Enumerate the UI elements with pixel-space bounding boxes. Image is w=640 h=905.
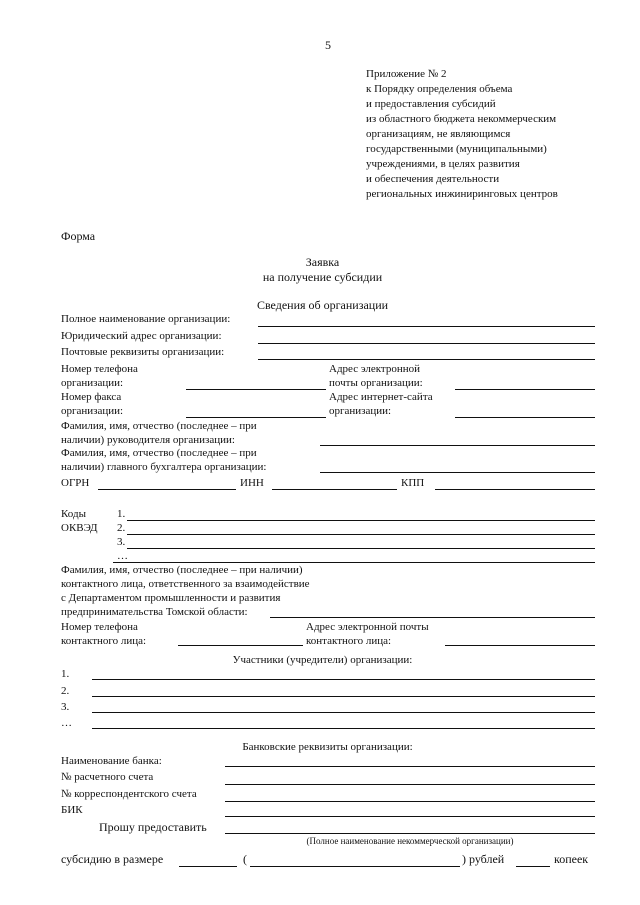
okved-item-number: 1. xyxy=(117,508,126,520)
kopeks-label: копеек xyxy=(554,852,589,866)
inn-label: ИНН xyxy=(240,477,264,489)
inn-field[interactable] xyxy=(272,489,397,490)
contact-name-label: Фамилия, имя, отчество (последнее – при наличии) xyxy=(61,564,303,576)
org-email-label: почты организации: xyxy=(329,377,423,389)
open-paren: ( xyxy=(243,852,247,866)
head-name-label: наличии) руководителя организации: xyxy=(61,434,235,446)
amount-words-field[interactable] xyxy=(250,866,460,867)
account-label: № расчетного счета xyxy=(61,771,154,783)
postal-label: Почтовые реквизиты организации: xyxy=(61,346,225,358)
okved-item-number: 2. xyxy=(117,522,126,534)
org-fax-label: Номер факса xyxy=(61,391,122,403)
participant-number: 1. xyxy=(61,668,70,680)
bik-label: БИК xyxy=(61,804,83,816)
corr-account-label: № корреспондентского счета xyxy=(61,788,197,800)
org-site-label: Адрес интернет-сайта xyxy=(329,391,433,403)
organization-name-field[interactable] xyxy=(225,833,595,834)
contact-email-label: Адрес электронной почты xyxy=(306,621,429,633)
head-name-field[interactable] xyxy=(320,445,595,446)
org-site-field[interactable] xyxy=(455,417,595,418)
contact-email-label: контактного лица: xyxy=(306,635,392,647)
accountant-name-label: наличии) главного бухгалтера организации: xyxy=(61,461,267,473)
form-label: Форма xyxy=(61,229,96,243)
bank-heading: Банковские реквизиты организации: xyxy=(242,741,413,753)
full-name-field[interactable] xyxy=(258,326,595,327)
full-name-label: Полное наименование организации: xyxy=(61,313,231,325)
contact-email-field[interactable] xyxy=(445,645,595,646)
bank-name-field[interactable] xyxy=(225,766,595,767)
corr-account-field[interactable] xyxy=(225,801,595,802)
postal-field[interactable] xyxy=(258,359,595,360)
appendix-line: учреждениями, в целях развития xyxy=(366,158,520,170)
participant-field[interactable] xyxy=(92,712,595,713)
org-email-field[interactable] xyxy=(455,389,595,390)
appendix-line: и обеспечения деятельности xyxy=(366,173,500,185)
contact-name-label: предпринимательства Томской области: xyxy=(61,606,248,618)
org-fax-label: организации: xyxy=(61,405,124,417)
appendix-line: государственными (муниципальными) xyxy=(366,143,547,155)
kpp-field[interactable] xyxy=(435,489,595,490)
org-site-label: организации: xyxy=(329,405,392,417)
bik-field[interactable] xyxy=(225,816,595,817)
request-text: Прошу предоставить xyxy=(99,820,207,834)
participant-number: 2. xyxy=(61,685,70,697)
appendix-line: из областного бюджета некоммерческим xyxy=(366,113,557,125)
document-title: Заявка xyxy=(305,255,340,269)
participants-heading: Участники (учредители) организации: xyxy=(232,654,413,666)
contact-phone-label: контактного лица: xyxy=(61,635,147,647)
appendix-line: Приложение № 2 xyxy=(366,68,447,80)
kpp-label: КПП xyxy=(401,477,425,489)
okved-field[interactable] xyxy=(127,548,595,549)
okved-item-number: 3. xyxy=(117,536,126,548)
appendix-line: региональных инжиниринговых центров xyxy=(366,188,558,200)
ogrn-field[interactable] xyxy=(98,489,236,490)
org-phone-label: организации: xyxy=(61,377,124,389)
contact-name-label: с Департаментом промышленности и развития xyxy=(61,592,281,604)
page-number: 5 xyxy=(325,38,331,52)
appendix-line: и предоставления субсидий xyxy=(366,98,496,110)
participant-number: 3. xyxy=(61,701,70,713)
account-field[interactable] xyxy=(225,784,595,785)
participant-field[interactable] xyxy=(92,679,595,680)
appendix-line: организациям, не являющимся xyxy=(366,128,511,140)
legal-address-field[interactable] xyxy=(258,343,595,344)
contact-name-label: контактного лица, ответственного за взаимодействие xyxy=(61,578,310,590)
bank-name-label: Наименование банка: xyxy=(61,755,162,767)
accountant-name-label: Фамилия, имя, отчество (последнее – при xyxy=(61,447,257,459)
org-phone-label: Номер телефона xyxy=(61,363,138,375)
organization-name-caption: (Полное наименование некоммерческой организации) xyxy=(306,836,514,846)
head-name-label: Фамилия, имя, отчество (последнее – при xyxy=(61,420,257,432)
participant-number: … xyxy=(61,717,72,729)
legal-address-label: Юридический адрес организации: xyxy=(61,330,222,342)
amount-label: субсидию в размере xyxy=(61,852,164,866)
amount-digits-field[interactable] xyxy=(179,866,237,867)
ogrn-label: ОГРН xyxy=(61,477,90,489)
org-section-heading: Сведения об организации xyxy=(256,298,389,312)
org-fax-field[interactable] xyxy=(186,417,326,418)
accountant-name-field[interactable] xyxy=(320,472,595,473)
kopeks-field[interactable] xyxy=(516,866,550,867)
contact-phone-field[interactable] xyxy=(178,645,303,646)
okved-label: Коды xyxy=(61,508,86,520)
okved-label: ОКВЭД xyxy=(61,522,98,534)
participant-field[interactable] xyxy=(92,728,595,729)
contact-name-field[interactable] xyxy=(270,617,595,618)
participant-field[interactable] xyxy=(92,696,595,697)
rubles-label: ) рублей xyxy=(462,852,505,866)
document-subtitle: на получение субсидии xyxy=(262,270,383,284)
org-email-label: Адрес электронной xyxy=(329,363,421,375)
okved-field[interactable] xyxy=(127,520,595,521)
okved-field[interactable] xyxy=(127,534,595,535)
okved-item-number: … xyxy=(117,550,128,562)
contact-phone-label: Номер телефона xyxy=(61,621,138,633)
appendix-line: к Порядку определения объема xyxy=(366,83,513,95)
org-phone-field[interactable] xyxy=(186,389,326,390)
